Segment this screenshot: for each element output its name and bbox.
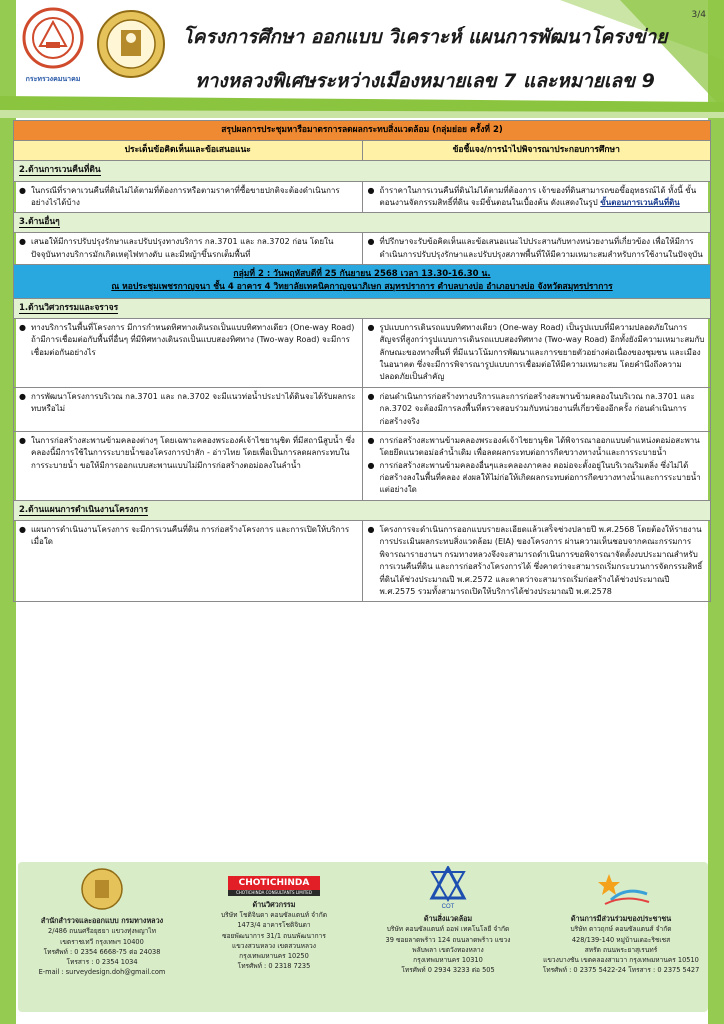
bullet-icon: ● [367,460,375,470]
bullet-icon: ● [19,391,26,401]
ministry-of-transport-logo [20,6,86,82]
chotichinda-logo: CHOTICHINDA [228,876,320,890]
footer-environment-line: บริษัท คอนซัลแตนท์ ออฟ เทคโนโลยี จำกัด [386,925,510,934]
page-number: 3/4 [691,10,706,20]
footer-doh-line: โทรสาร : 0 2354 1034 [66,958,138,967]
table-row-right: ● การก่อสร้างสะพานข้ามคลองพระองค์เจ้าไชยานุชิต ได้พิจารณาออกแบบตำแหน่งตอม่อสะพาน โดยยึดแนวตอม่อลำน้ำเดิม เพื่อลดผลกระทบต่อการกีดขวางทางน้ำและการระบายน้ำ ● การก่อสร้างสะพานข้ามคลองอื่นๆและคลองภาคลง ตอม่อจะตั้งอยู่ในบริเวณริมตลิ่ง ซึ่งไม่ได้ก่อสร้างลงในพื้นที่คลอง ส่งผลให้ไม่ก่อให้เกิดผลกระทบต่อการกีดขวางทางน้ำและการระบายน้ำแต่อย่างใด [362,431,711,500]
footer-engineering-name: ด้านวิศวกรรม [252,900,296,909]
footer-engineering-line: โทรศัพท์ : 0 2318 7235 [237,962,311,971]
table-row-left: ● ทางบริการในพื้นที่โครงการ มีการกำหนดทิศทางเดินรถเป็นแบบทิศทางเดียว (One-way Road) ถ้ามีการเชื่อมต่อกับพื้นที่อื่นๆ ที่มีทิศทางเดินรถเป็นแบบสองทิศทาง (Two-way Road) จะมีการเชื่อมต่อกันอย่างไร [14,318,363,387]
footer-environment-line: 39 ซอยลาดพร้าว 124 ถนนลาดพร้าว แขวง [385,935,511,944]
bullet-icon: ● [19,435,26,445]
table-row-left: ● การพัฒนาโครงการบริเวณ กล.3701 และ กล.3702 จะมีแนวท่อน้ำประปาได้ดินจะได้รับผลกระทบหรือไม่ [14,387,363,431]
footer-public-participation-line: สหรัต ถนนพระยาสุเรนทร์ [584,945,658,954]
summary-table [13,120,711,602]
column-header-right: ข้อชี้แจง/การนำไปพิจารณาประกอบการศึกษา [362,141,711,161]
footer-environment [368,862,528,975]
section-title: 2.ด้านแผนการดำเนินงานโครงการ [14,500,711,520]
table-row-left: ● เสนอให้มีการปรับปรุงรักษาและปรับปรุงทางบริการ กล.3701 และ กล.3702 ก่อน โดยในปัจจุบันทางบริการมักเกิดเหตุไฟทางดับ และมีหญ้าขึ้นรกเต็มพื้นที่ [14,233,363,265]
table-row-right: ● ก่อนดำเนินการก่อสร้างทางบริการและการก่อสร้างสะพานข้ามคลองในบริเวณ กล.3701 และ กล.3702 จะต้องมีการลงพื้นที่ตรวจสอบร่วมกับหน่วยงานที่เกี่ยวข้องอีกครั้ง ก่อนดำเนินการก่อสร้างจริง [362,387,711,431]
footer [18,862,708,1012]
table-row-right: ● โครงการจะดำเนินการออกแบบรายละเอียดแล้วเสร็จช่วงปลายปี พ.ศ.2568 โดยต้องให้รายงานการประเมินผลกระทบสิ่งแวดล้อม (EIA) ของโครงการ ผ่านความเห็นชอบจากคณะกรรมการพิจารณารายงานฯ กรมทางหลวงจึงจะสามารถดำเนินการขอพิจารณาจัดตั้งงบประมาณสำหรับการเวนคืนที่ดิน และการก่อสร้างโครงการได้ ซึ่งคาดว่าจะสามารถเริ่มกระบวนการจัดกรรมสิทธิ์ที่ดินได้ช่วงประมาณปี พ.ศ.2572 และคาดว่าจะสามารถเริ่มก่อสร้างได้ช่วงประมาณปี พ.ศ.2575 รวมทั้งสามารถเปิดให้บริการได้ช่วงประมาณปี พ.ศ.2578 [362,521,711,602]
bullet-icon: ● [367,525,375,535]
footer-engineering-line: บริษัท โชติจินดา คอนซัลแตนท์ จำกัด [221,911,327,920]
footer-doh-line: เขตราชเทวี กรุงเทพฯ 10400 [60,937,144,946]
table-row-right: ● ถ้าราคาในการเวนคืนที่ดินไม่ได้ตามที่ต้องการ เจ้าของที่ดินสามารถขอขึ้ออุทธรณ์ได้ ทั้งนี้ ขั้นตอนงานจัดกรรมสิทธิ์ที่ดิน จะมีขั้นตอนในเบื้องต้น ดังแสดงในรูป ขั้นตอนการเวนคืนที่ดิน [362,181,711,213]
group2-date: กลุ่มที่ 2 : วันพฤหัสบดีที่ 25 กันยายน 2568 เวลา 13.30-16.30 น. [233,269,491,280]
footer-environment-line: โทรศัพท์ 0 2934 3233 ต่อ 505 [401,966,495,975]
group2-header [14,265,711,298]
footer-public-participation-line: 428/139-140 หมู่บ้านเดอะริชเชส [571,935,671,944]
bullet-icon: ● [19,185,26,195]
table-row-right: ● ที่ปรึกษาจะรับข้อคิดเห็นและข้อเสนอแนะไปประสานกับทางหน่วยงานที่เกี่ยวข้อง เพื่อให้มีการดำเนินการปรับปรุงรักษาและปรับปรุงสภาพพื้นที่ให้มีความเหมาะสมสำหรับการใช้งานในปัจจุบัน [362,233,711,265]
footer-doh-email[interactable]: E-mail : surveydesign.doh@gmail.com [38,968,166,977]
cot-logo [428,866,468,910]
department-of-highways-logo [96,6,166,86]
footer-public-participation [538,862,704,975]
footer-engineering-line: แขวงสวนหลวง เขตสวนหลวง [232,941,316,950]
bullet-icon: ● [367,322,375,332]
footer-public-participation-line: แขวงบางชัน เขตคลองสามวา กรุงเทพมหานคร 10510 [543,956,699,965]
summary-title: สรุปผลการประชุมหารือมาตรการลดผลกระทบสิ่งแวดล้อม (กลุ่มย่อย ครั้งที่ 2) [14,121,711,141]
footer-doh-name: สำนักสำรวจและออกแบบ กรมทางหลวง [40,916,164,926]
bullet-icon: ● [19,237,26,247]
footer-doh-line: 2/486 ถนนศรีอยุธยา แขวงทุ่งพญาไท [48,927,156,936]
group2-venue: ณ หอประชุมเพชรกาญจนา ชั้น 4 อาคาร 4 วิทยาลัยเทคนิคกาญจนาภิเษก สมุทรปราการ ตำบลบางบ่อ อำเภอบางบ่อ จังหวัดสมุทรปราการ [111,282,613,293]
bullet-icon: ● [367,391,375,401]
footer-engineering-line: กรุงเทพมหานคร 10250 [239,952,309,961]
bullet-icon: ● [19,525,26,535]
svg-text:COT: COT [441,904,455,910]
footer-engineering-line: 1473/4 อาคารโชติจินดา [237,921,311,930]
land-expropriation-link[interactable]: ขั้นตอนการเวนคืนที่ดิน [600,197,680,207]
section-title: 1.ด้านวิศวกรรมและจราจร [14,298,711,318]
bullet-icon: ● [367,435,375,445]
bullet-icon: ● [367,185,375,195]
section-title: 3.ด้านอื่นๆ [14,213,711,233]
bullet-icon: ● [367,237,375,247]
footer-doh [22,862,182,977]
chotichinda-logo-sub: CHOTICHINDA CONSULTANTS LIMITED [228,890,320,896]
footer-engineering [194,862,354,971]
ministry-logo-caption: กระทรวงคมนาคม [25,75,81,83]
column-header-left: ประเด็นข้อคิดเห็นและข้อเสนอแนะ [14,141,363,161]
footer-environment-name: ด้านสิ่งแวดล้อม [423,914,473,924]
footer-engineering-line: ซอยพัฒนาการ 31/1 ถนนพัฒนาการ [222,931,326,940]
table-row-left: ● แผนการดำเนินงานโครงการ จะมีการเวนคืนที่ดิน การก่อสร้างโครงการ และการเปิดให้บริการ เมื่อใด [14,521,363,602]
footer-environment-line: กรุงเทพมหานคร 10310 [413,956,483,965]
page-title-line2: ทางหลวงพิเศษระหว่างเมืองหมายเลข 7 และหมายเลข 9 [195,70,655,92]
bullet-icon: ● [19,322,26,332]
section-title: 2.ด้านการเวนคืนที่ดิน [14,161,711,181]
footer-public-participation-line: บริษัท ดาวฤกษ์ คอนซัลแตนส์ จำกัด [570,925,672,934]
footer-public-participation-name: ด้านการมีส่วนร่วมของประชาชน [570,914,672,924]
daoruk-logo [591,870,651,910]
table-row-right: ● รูปแบบการเดินรถแบบทิศทางเดียว (One-way Road) เป็นรูปแบบที่มีความปลอดภัยในการสัญจรที่สูงกว่ารูปแบบการเดินรถแบบสองทิศทาง (Two-way Road) อีกทั้งยังมีความเหมาะสมกับลักษณะของทางพื้นที่ ที่มีแนวโน้มการพัฒนาและการขยายตัวอย่างต่อเนื่องของชุมชน และเมืองในอนาคต ซึ่งจะมีการพิจารณารูปแบบการเชื่อมต่อให้มีความเหมาะสม โดยคำนึงถึงความปลอดภัยเป็นสำคัญ [362,318,711,387]
table-row-left: ● ในกรณีที่ราคาเวนคืนที่ดินไม่ได้ตามที่ต้องการหรือตามราคาที่ซื้อขายปกติจะต้องดำเนินการอย่างไรได้บ้าง [14,181,363,213]
footer-environment-line: พลับพลา เขตวังทองหลาง [412,945,484,954]
page-title-line1: โครงการศึกษา ออกแบบ วิเคราะห์ แผนการพัฒนาโครงข่าย [182,26,668,48]
table-row-left: ● ในการก่อสร้างสะพานข้ามคลองต่างๆ โดยเฉพาะคลองพระองค์เจ้าไชยานุชิต ที่มีสถานีสูบน้ำ ซึ่งคลองนี้มีการใช้ในการระบายน้ำของโครงการป่าสัก - อ่าวไทย โดยเพื่อเป็นการลดผลกระทบในการระบายน้ำ ขอให้มีการออกแบบสะพานแบบไม่มีการก่อสร้างตอม่อลงในลำน้ำ [14,431,363,500]
footer-doh-line: โทรศัพท์ : 0 2354 6668-75 ต่อ 24038 [43,947,161,956]
department-of-highways-footer-logo [77,866,127,912]
footer-public-participation-line: โทรศัพท์ : 0 2375 5422-24 โทรสาร : 0 2375 5427 [542,966,700,975]
